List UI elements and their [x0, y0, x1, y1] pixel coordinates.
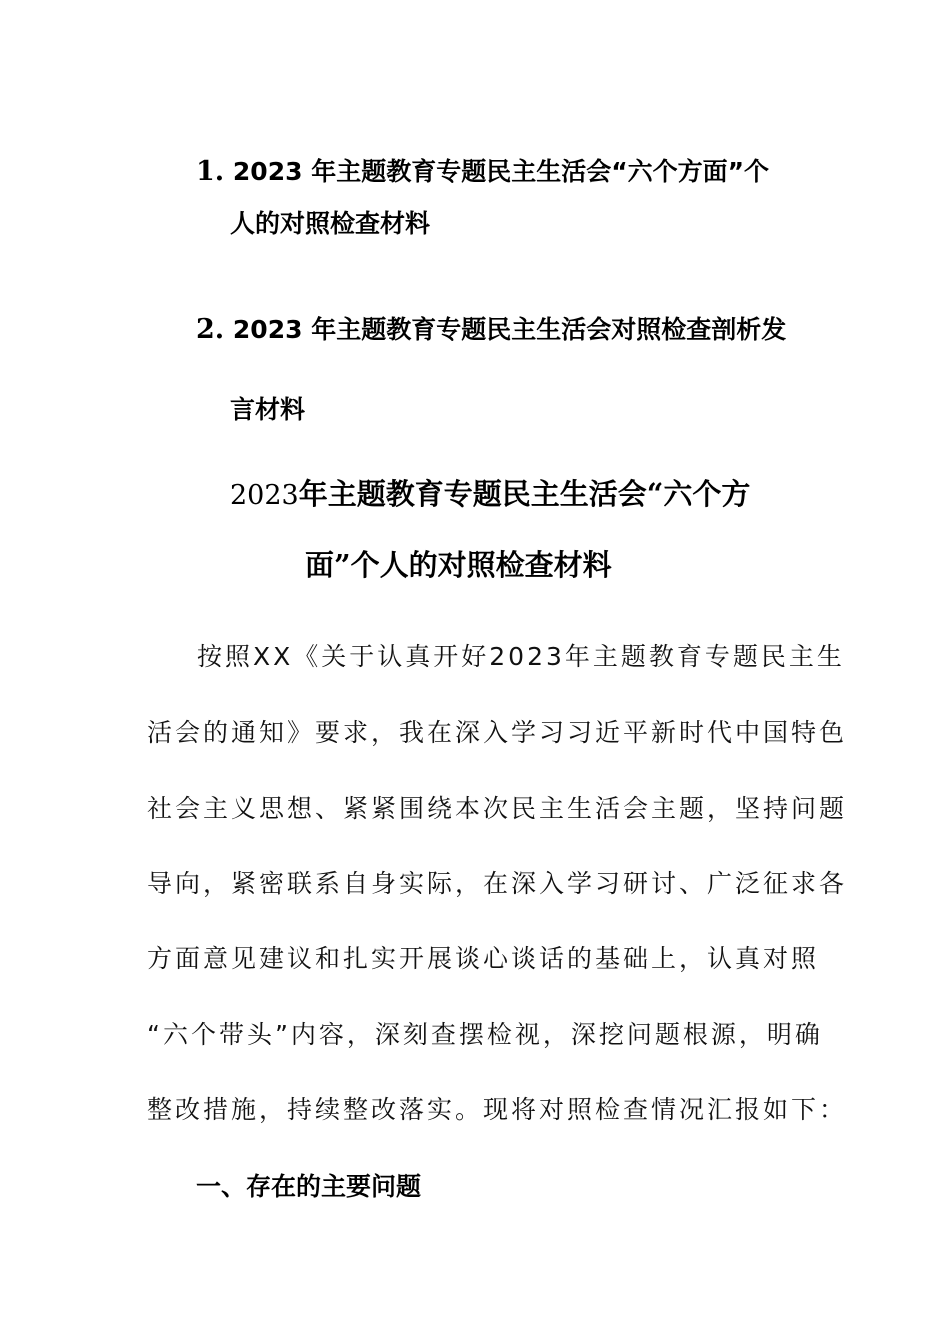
toc-item-2-line1: 2023 年主题教育专题民主生活会对照检查剖析发 [232, 315, 787, 344]
toc-item-1 [196, 152, 769, 188]
document-title-year: 2023 [230, 480, 299, 511]
toc-item-2-line2: 言材料 [230, 395, 306, 424]
toc-item-2 [196, 310, 786, 346]
body-line-2: 活会的通知》要求，我在深入学习习近平新时代中国特色 [147, 718, 848, 747]
body-line-7: 整改措施，持续整改落实。现将对照检查情况汇报如下： [147, 1095, 848, 1124]
toc-item-2-number: 2. [196, 314, 225, 345]
toc-item-1-line1: 2023 年主题教育专题民主生活会“六个方面”个 [232, 157, 770, 186]
body-line-6: “六个带头”内容，深刻查摆检视，深挖问题根源，明确 [147, 1020, 823, 1049]
section-heading: 一、存在的主要问题 [196, 1172, 422, 1201]
toc-item-1-number: 1. [196, 156, 225, 187]
body-line-5: 方面意见建议和扎实开展谈心谈话的基础上，认真对照 [147, 944, 820, 973]
toc-item-1-line2: 人的对照检查材料 [230, 209, 431, 238]
body-line-1: 按照XX《关于认真开好2023年主题教育专题民主生 [197, 642, 845, 671]
body-line-4: 导向，紧密联系自身实际，在深入学习研讨、广泛征求各 [147, 869, 848, 898]
body-line-3: 社会主义思想、紧紧围绕本次民主生活会主题，坚持问题 [147, 794, 848, 823]
document-title-line1 [230, 472, 750, 513]
document-title-rest: 年主题教育专题民主生活会“六个方 [298, 477, 751, 511]
document-title-line2: 面”个人的对照检查材料 [305, 548, 612, 582]
